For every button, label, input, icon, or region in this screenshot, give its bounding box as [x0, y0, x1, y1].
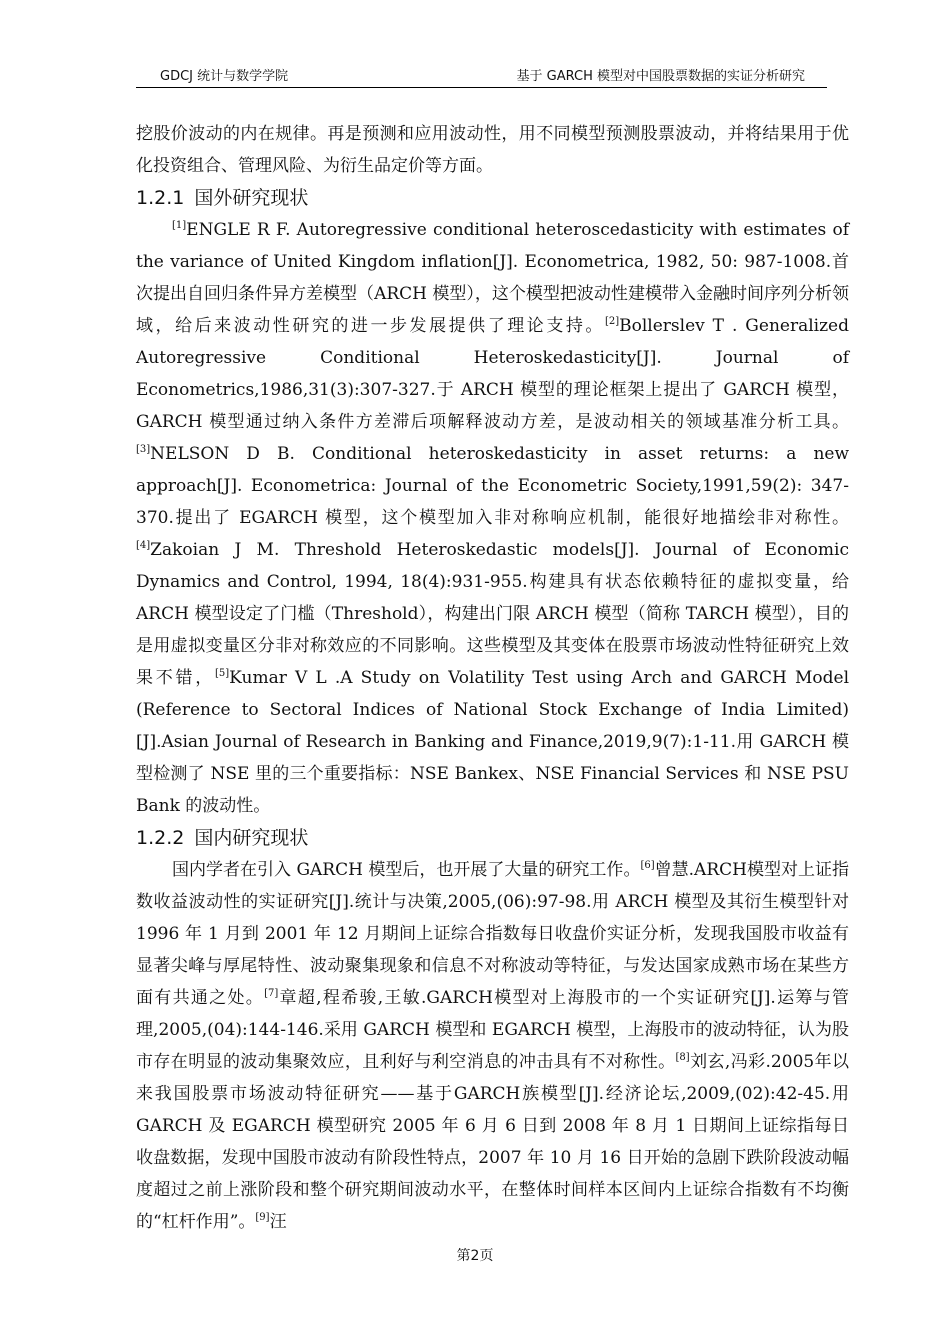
section-number: 1.2.1 [136, 187, 185, 209]
citation-ref: [7] [264, 988, 279, 999]
page-header [136, 66, 827, 88]
document-body [136, 118, 849, 1238]
intro-paragraph: 挖股价波动的内在规律。再是预测和应用波动性，用不同模型预测股票波动，并将结果用于优化投资组合、管理风险、为衍生品定价等方面。 [136, 124, 849, 176]
citation-ref: [9] [255, 1212, 270, 1223]
section-title: 国内研究现状 [194, 827, 309, 849]
citation-text: ENGLE R F. Autoregressive conditional heteroscedasticity with estimates of the variance of United Kingdom inflation[J]. Econometrica, 1982, 50: 987-1008.首次提出自回归条件异方差模型（ARCH 模型），这个模型把波动性建模带入金融时间序列分析领域，给后来波动性研究的进一步发展提供了理论支持。 [136, 220, 849, 336]
citation-ref: [1] [172, 220, 187, 231]
citation-ref: [3] [136, 444, 151, 455]
page-number: 第2页 [456, 1248, 494, 1264]
header-thesis-title: 基于 GARCH 模型对中国股票数据的实证分析研究 [516, 69, 805, 84]
citation-text: Kumar V L .A Study on Volatility Test using Arch and GARCH Model (Reference to Sectoral Indices of National Stock Exchange of India Limited)[J].Asian Journal of Research in Banking and Finance,2019,9(7):1-11.用 GARCH 模型检测了 NSE 里的三个重要指标：NSE Bankex、NSE Financial Services 和 NSE PSU Bank 的波动性。 [136, 668, 850, 816]
citation-text: 章超,程希骏,王敏.GARCH模型对上海股市的一个实证研究[J].运筹与管理,2005,(04):144-146.采用 GARCH 模型和 EGARCH 模型，上海股市的波动特征，认为股市存在明显的波动集聚效应，且利好与利空消息的冲击具有不对称性。 [136, 988, 850, 1072]
citation-ref: [8] [675, 1052, 690, 1063]
section-title: 国外研究现状 [194, 187, 309, 209]
citation-text: 汪 [269, 1212, 287, 1232]
domestic-research-paragraph [136, 854, 849, 1238]
citation-ref: [6] [640, 860, 655, 871]
citation-text: 刘玄,冯彩.2005年以来我国股票市场波动特征研究——基于GARCH族模型[J].经济论坛,2009,(02):42-45.用 GARCH 及 EGARCH 模型研究 2005 年 6 月 6 日到 2008 年 8 月 1 日期间上证综指每日收盘数据，发现中国股市波动有阶段性特点，2007 年 10 月 16 日开始的急剧下跌阶段波动幅度超过之前上涨阶段和整个研究期间波动水平，在整体时间样本区间内上证综合指数有不均衡的“杠杆作用”。 [136, 1052, 850, 1232]
citation-ref: [4] [136, 540, 151, 551]
citation-text: NELSON D B. Conditional heteroskedasticity in asset returns: a new approach[J]. Econometrica: Journal of the Econometric Society,1991,59(2): 347-370.提出了 EGARCH 模型，这个模型加入非对称响应机制，能很好地描绘非对称性。 [136, 444, 849, 528]
section-heading-1-2-1 [136, 182, 849, 214]
citation-ref: [2] [604, 316, 620, 327]
citation-text: 曾慧.ARCH模型对上证指数收益波动性的实证研究[J].统计与决策,2005,(06):97-98.用 ARCH 模型及其衍生模型针对 1996 年 1 月到 2001 年 12 月期间上证综合指数每日收盘价实证分析，发现我国股市收益有显著尖峰与厚尾特性、波动聚集现象和信息不对称波动等特征，与发达国家成熟市场在某些方面有共通之处。 [136, 860, 849, 1008]
citation-text: Zakoian J M. Threshold Heteroskedastic models[J]. Journal of Economic Dynamics and Control, 1994, 18(4):931-955.构建具有状态依赖特征的虚拟变量，给 ARCH 模型设定了门槛（Threshold），构建出门限 ARCH 模型（简称 TARCH 模型），目的是用虚拟变量区分非对称效应的不同影响。这些模型及其变体在股票市场波动性特征研究上效果不错， [136, 540, 849, 688]
header-institution: GDCJ 统计与数学学院 [160, 69, 289, 84]
paragraph-lead: 国内学者在引入 GARCH 模型后，也开展了大量的研究工作。 [172, 860, 641, 880]
citation-ref: [5] [215, 668, 230, 679]
section-number: 1.2.2 [136, 827, 185, 849]
citation-text: Bollerslev T . Generalized Autoregressive Conditional Heteroskedasticity[J]. Journal of Econometrics,1986,31(3):307-327.于 ARCH 模型的理论框架上提出了 GARCH 模型，GARCH 模型通过纳入条件方差滞后项解释波动方差，是波动相关的领域基准分析工具。 [136, 316, 849, 432]
foreign-research-paragraph [136, 214, 849, 822]
section-heading-1-2-2 [136, 822, 849, 854]
